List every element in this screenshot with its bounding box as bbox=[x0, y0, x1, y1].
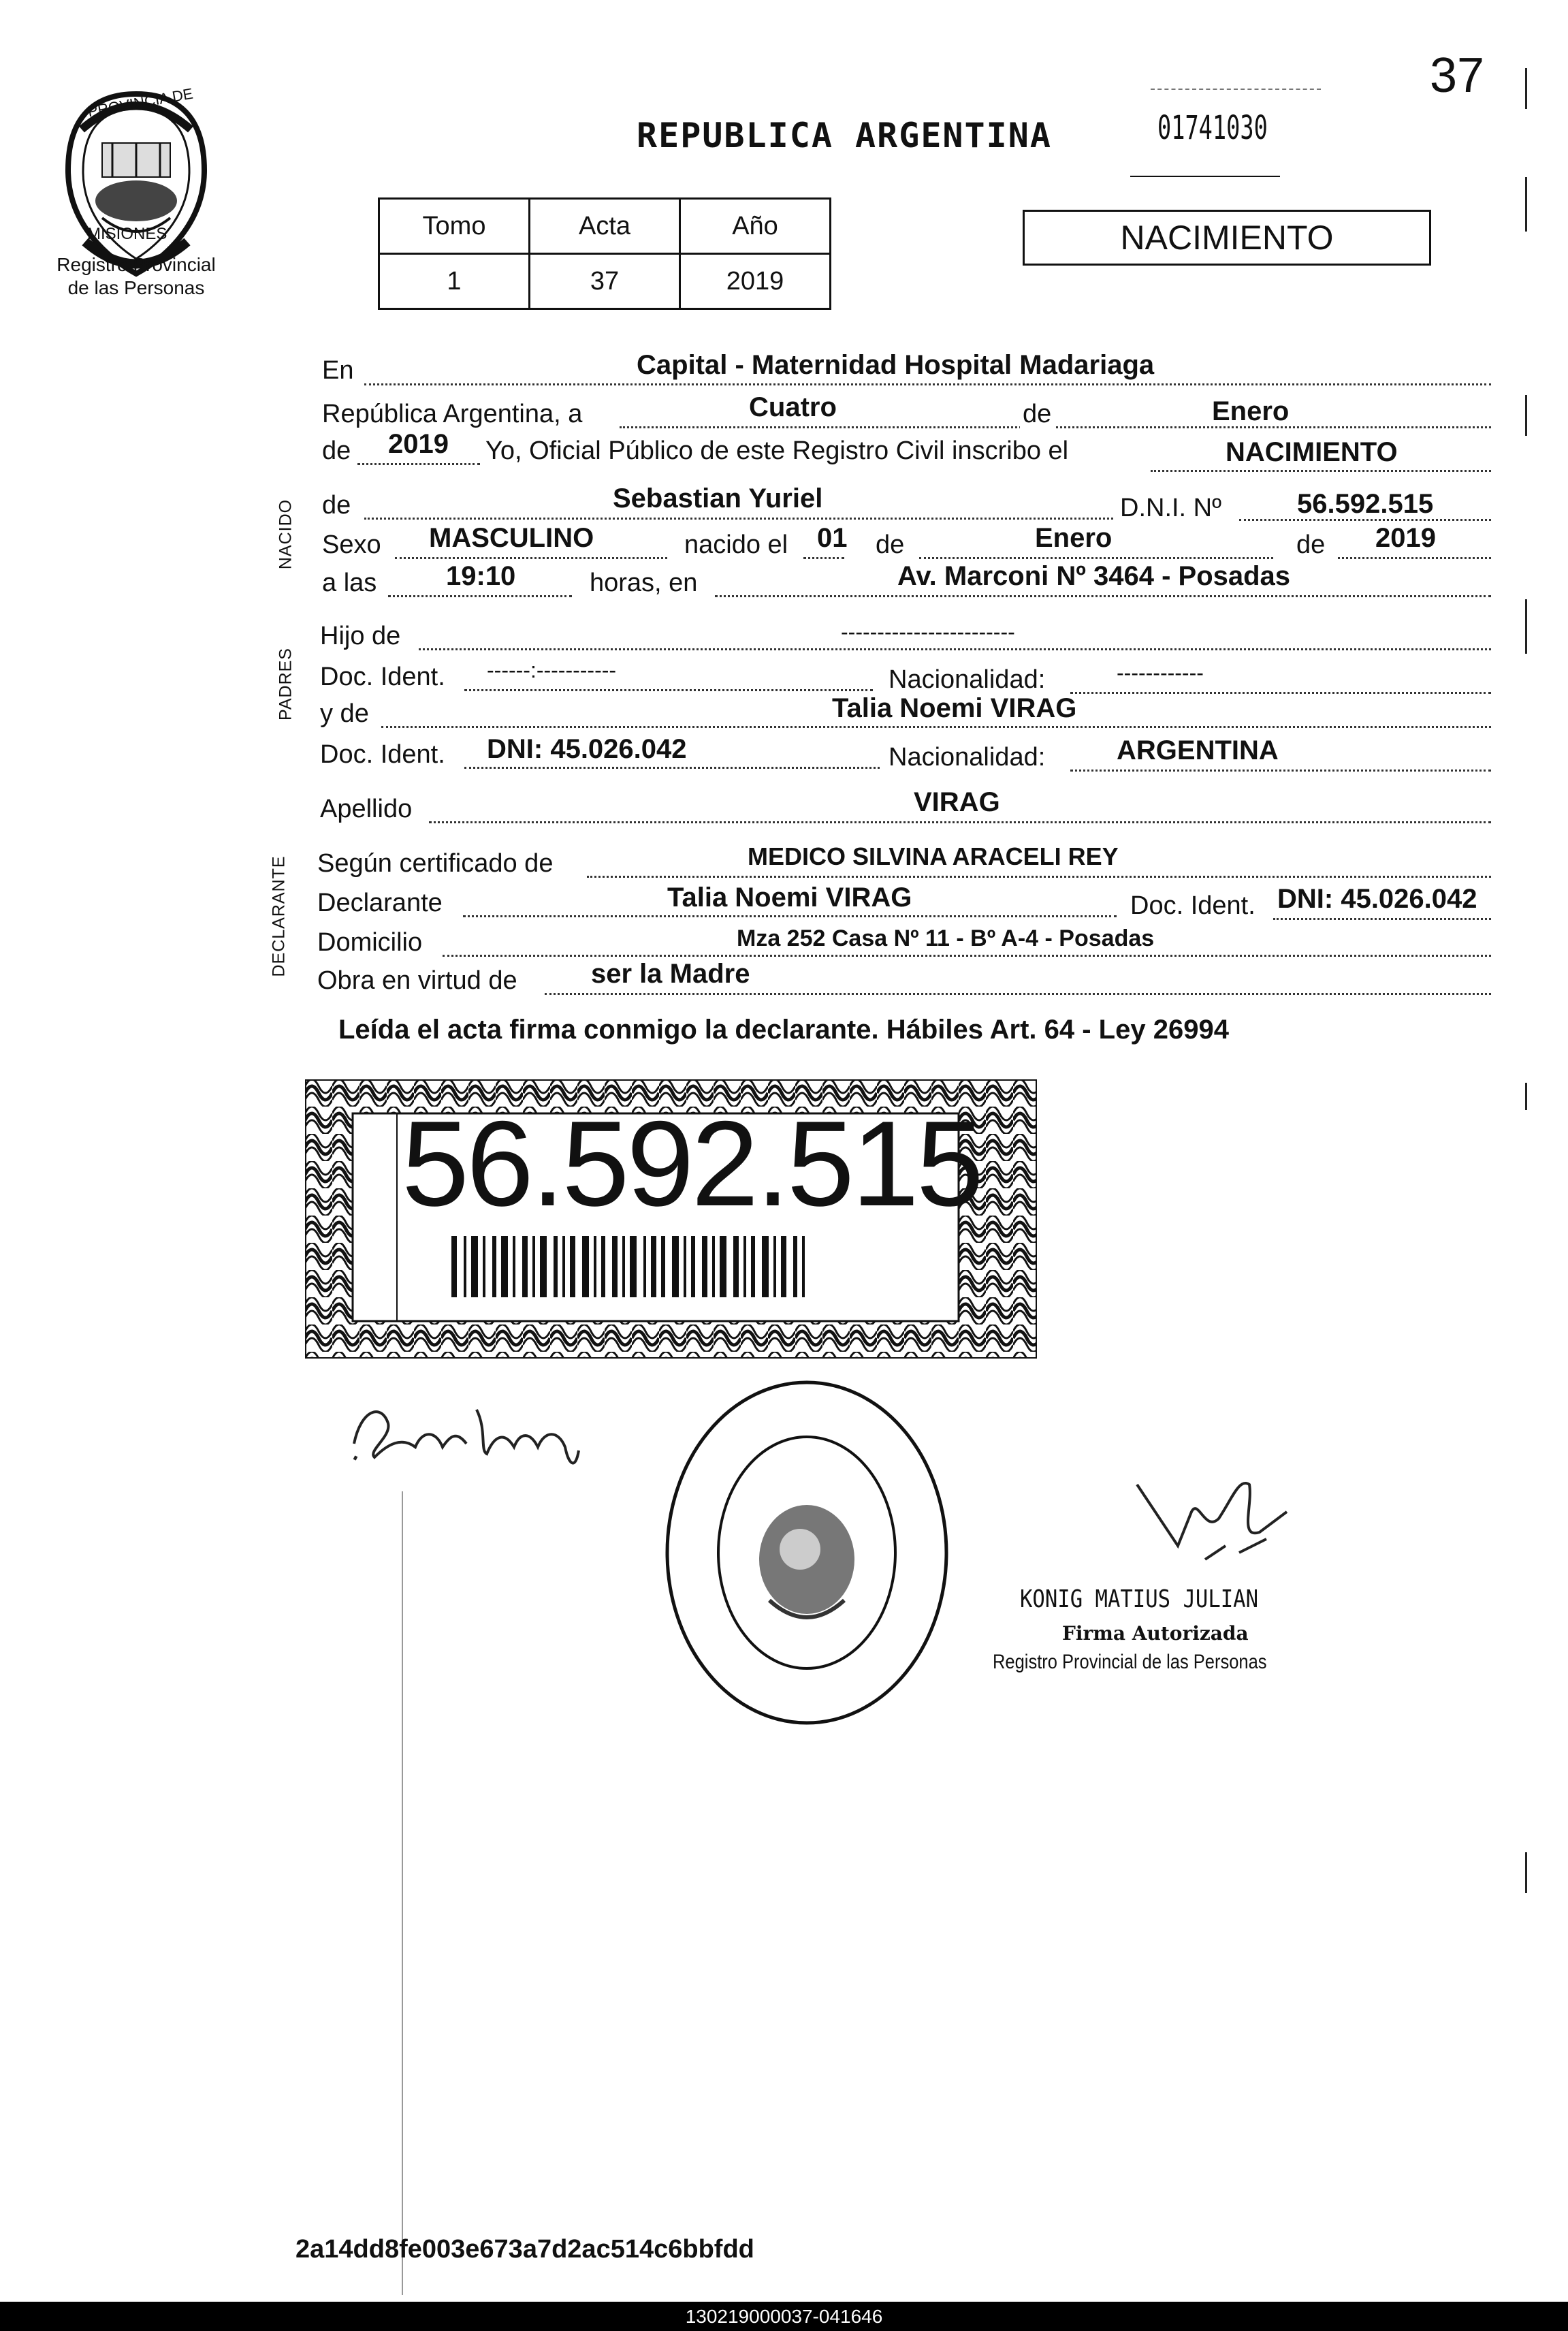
margin-mark bbox=[1525, 1852, 1527, 1893]
value-place: Capital - Maternidad Hospital Madariaga bbox=[637, 350, 1155, 380]
crest-caption bbox=[41, 253, 231, 299]
value-mother-name: Talia Noemi VIRAG bbox=[832, 693, 1077, 723]
label-doc-ident-2: Doc. Ident. bbox=[320, 740, 445, 769]
label-declarante: Declarante bbox=[317, 889, 443, 917]
label-de: de bbox=[1020, 395, 1054, 433]
label-doc-ident: Doc. Ident. bbox=[320, 663, 445, 691]
margin-mark bbox=[1525, 1083, 1527, 1110]
value-birth-day: 01 bbox=[817, 523, 848, 553]
side-label-declarante: DECLARANTE bbox=[269, 855, 289, 977]
value-day-word: Cuatro bbox=[749, 392, 837, 422]
label-de4: de bbox=[876, 530, 905, 559]
value-name: Sebastian Yuriel bbox=[613, 483, 823, 513]
label-de3: de bbox=[322, 491, 351, 520]
margin-mark bbox=[402, 1491, 403, 2295]
closing-note: Leída el acta firma conmigo la declarante. Hábiles Art. 64 - Ley 26994 bbox=[338, 1015, 1229, 1045]
label-doc-ident-3: Doc. Ident. bbox=[1130, 891, 1255, 920]
label-y-de: y de bbox=[320, 699, 369, 728]
value-address: Mza 252 Casa Nº 11 - Bº A-4 - Posadas bbox=[737, 925, 1155, 951]
dotted-line bbox=[803, 557, 844, 559]
side-label-padres: PADRES bbox=[276, 648, 295, 720]
margin-mark bbox=[1525, 599, 1527, 654]
table-header-acta: Acta bbox=[530, 199, 680, 254]
margin-mark bbox=[1525, 395, 1527, 436]
dotted-line bbox=[464, 689, 873, 691]
registry-table-value-row bbox=[379, 254, 831, 309]
registry-table-header-row bbox=[379, 199, 831, 254]
value-mother-nat: ARGENTINA bbox=[1117, 735, 1279, 765]
value-birth-place: Av. Marconi Nº 3464 - Posadas bbox=[897, 561, 1291, 591]
label-hijo-de: Hijo de bbox=[320, 622, 401, 650]
label-de2: de bbox=[322, 437, 351, 465]
side-label-nacido: NACIDO bbox=[276, 498, 295, 570]
dotted-line bbox=[620, 426, 1491, 428]
dotted-line bbox=[1070, 692, 1491, 694]
value-hour: 19:10 bbox=[446, 561, 516, 591]
value-month: Enero bbox=[1212, 396, 1290, 426]
value-declarant-doc: DNI: 45.026.042 bbox=[1277, 884, 1477, 914]
value-certificate: MEDICO SILVINA ARACELI REY bbox=[748, 842, 1119, 870]
dotted-line bbox=[429, 821, 1491, 823]
label-sexo: Sexo bbox=[322, 530, 381, 559]
dotted-line bbox=[395, 557, 667, 559]
label-a-las: a las bbox=[322, 569, 377, 597]
margin-mark bbox=[1525, 68, 1527, 109]
label-horas: horas, en bbox=[590, 569, 698, 597]
value-sexo: MASCULINO bbox=[429, 523, 594, 553]
official-name: KONIG MATIUS JULIAN bbox=[1020, 1585, 1259, 1613]
label-yo: Yo, Oficial Público de este Registro Civil inscribo el bbox=[485, 437, 1069, 465]
page-number: 37 bbox=[1430, 48, 1485, 103]
label-nacido-el: nacido el bbox=[684, 530, 788, 559]
label-nacionalidad-2: Nacionalidad: bbox=[889, 743, 1046, 772]
value-birth-month: Enero bbox=[1035, 523, 1113, 553]
official-org: Registro Provincial de las Personas bbox=[993, 1651, 1267, 1673]
value-father-name: ------------------------ bbox=[841, 620, 1015, 644]
label-republica: República Argentina, a bbox=[322, 400, 583, 428]
table-value-acta: 37 bbox=[530, 254, 680, 309]
registry-table bbox=[378, 197, 831, 310]
declarant-signature bbox=[340, 1382, 599, 1485]
dotted-line bbox=[357, 463, 480, 465]
official-title: Firma Autorizada bbox=[1062, 1622, 1249, 1645]
dotted-line bbox=[1273, 918, 1491, 920]
value-birth-year: 2019 bbox=[1375, 523, 1436, 553]
label-de5: de bbox=[1296, 530, 1326, 559]
label-obra: Obra en virtud de bbox=[317, 966, 517, 995]
document-title: REPUBLICA ARGENTINA bbox=[637, 116, 1052, 155]
label-segun: Según certificado de bbox=[317, 849, 554, 878]
label-nacionalidad: Nacionalidad: bbox=[889, 665, 1046, 694]
official-signature bbox=[1123, 1464, 1300, 1587]
value-inscribo: NACIMIENTO bbox=[1226, 437, 1398, 467]
value-declarant: Talia Noemi VIRAG bbox=[667, 883, 912, 913]
label-apellido: Apellido bbox=[320, 795, 413, 823]
table-value-ano: 2019 bbox=[680, 254, 831, 309]
dotted-line bbox=[1070, 770, 1491, 772]
crest-text-top: PROVINCIA DE bbox=[86, 84, 195, 121]
margin-mark bbox=[1525, 177, 1527, 232]
provincial-crest-icon bbox=[54, 89, 218, 279]
footer-code: 130219000037-041646 bbox=[0, 2302, 1568, 2331]
value-father-doc: ------:----------- bbox=[487, 658, 617, 682]
value-dni: 56.592.515 bbox=[1297, 489, 1434, 519]
label-en: En bbox=[322, 356, 354, 385]
value-mother-doc: DNI: 45.026.042 bbox=[487, 734, 687, 764]
table-header-tomo: Tomo bbox=[379, 199, 530, 254]
label-domicilio: Domicilio bbox=[317, 928, 423, 957]
dotted-line bbox=[388, 595, 572, 597]
serial-top-line bbox=[1151, 89, 1321, 90]
serial-underline bbox=[1130, 176, 1280, 177]
document-hash: 2a14dd8fe003e673a7d2ac514c6bbfdd bbox=[295, 2235, 754, 2264]
table-header-ano: Año bbox=[680, 199, 831, 254]
crest-text-bottom: MISIONES bbox=[87, 225, 167, 243]
dotted-line bbox=[1338, 557, 1491, 559]
value-father-nat: ------------ bbox=[1117, 661, 1204, 685]
value-virtud: ser la Madre bbox=[591, 959, 750, 989]
value-year: 2019 bbox=[388, 429, 449, 459]
label-dni: D.N.I. Nº bbox=[1120, 494, 1221, 522]
dotted-line bbox=[715, 595, 1491, 597]
dotted-line bbox=[587, 876, 1491, 878]
value-surname: VIRAG bbox=[914, 787, 1000, 817]
serial-number: 01741030 bbox=[1157, 109, 1268, 147]
crest-caption-line2: de las Personas bbox=[67, 276, 205, 298]
act-type-box: NACIMIENTO bbox=[1023, 210, 1431, 266]
dotted-line bbox=[545, 993, 1491, 995]
table-value-tomo: 1 bbox=[379, 254, 530, 309]
barcode-number: 56.592.515 bbox=[402, 1096, 981, 1231]
crest-caption-line1: Registro Provincial bbox=[57, 254, 216, 275]
official-seal bbox=[660, 1376, 953, 1730]
